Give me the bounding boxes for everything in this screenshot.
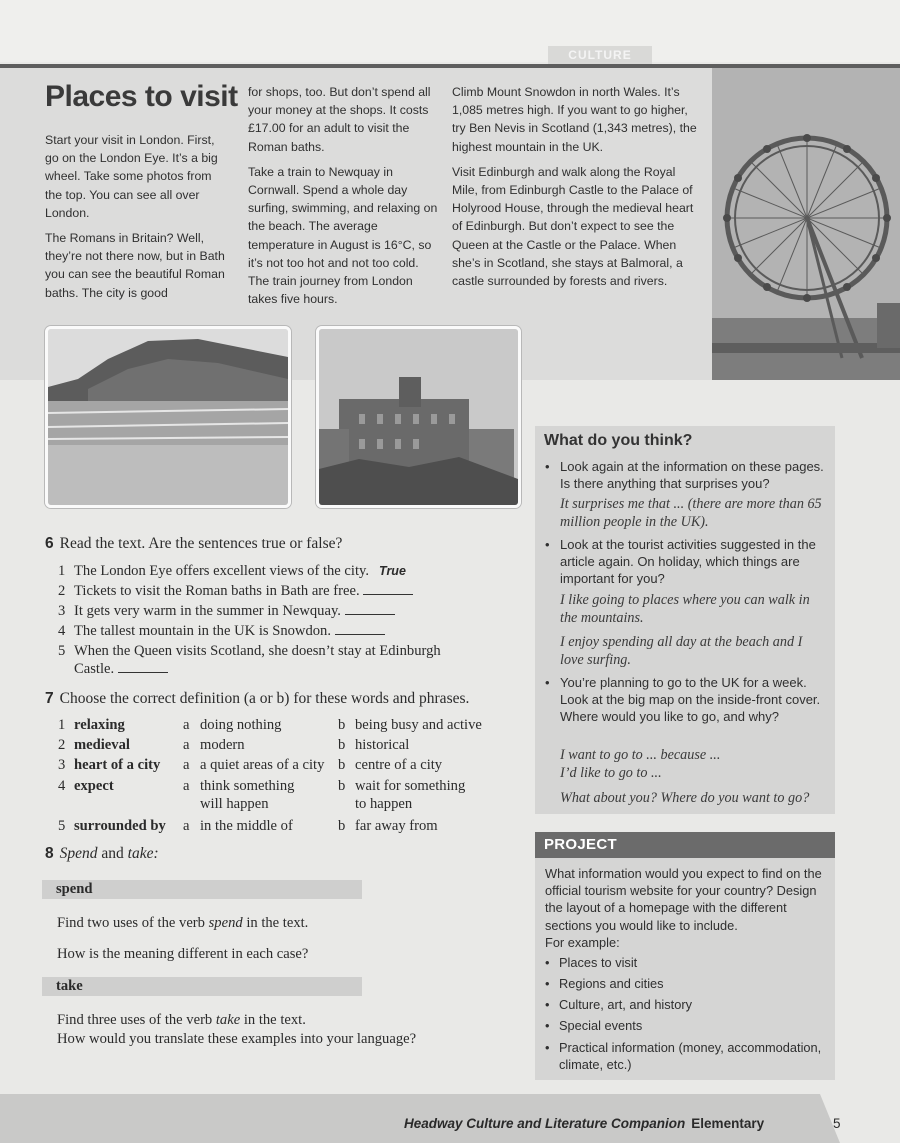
option-letter-b: b [338,757,346,773]
discussion-point: • Look at the tourist activities suggested in the article again. On holiday, which things are important for you? [560,536,828,587]
option-letter-a: a [183,717,190,733]
item-text: Castle. [74,661,115,677]
ex6-item-continuation [74,660,168,678]
option-letter-a: a [183,737,190,753]
answer-blank[interactable] [363,582,413,595]
option-b[interactable]: historical [355,737,410,753]
take-task-1 [57,1011,306,1029]
project-example-label: For example: [545,934,620,950]
verb-spend: Spend [59,845,98,862]
ex7-number: 1 [58,717,66,733]
ex7-number: 5 [58,818,66,834]
discussion-point: • You’re planning to go to the UK for a week. Look at the big map on the inside-front cover. Where would you like to go, and why? [560,674,828,725]
project-list-item: • Regions and cities [559,975,829,992]
ex6-item [58,602,395,620]
item-text: The tallest mountain in the UK is Snowdon. [74,623,331,639]
spend-task-1 [57,914,308,932]
project-list-item: • Special events [559,1017,829,1034]
heading-connector: and [97,845,128,862]
task-verb: take [215,1012,241,1028]
example-response: I like going to places where you can walk in the mountains. [560,592,810,626]
example-answer: True [379,564,406,578]
exercise-8-heading [45,845,159,863]
option-a[interactable]: doing nothing [200,717,282,733]
paragraph: Start your visit in London. First, go on the London Eye. It’s a big wheel. Take some photos from the top. You can see all over London. [45,133,218,220]
ex7-word: expect [74,778,114,794]
example-response: I want to go to ... because ... [560,747,721,763]
exercise-number: 7 [45,690,54,707]
verb-take: take: [127,845,159,862]
exercise-number: 6 [45,535,54,552]
article-column-3 [452,83,702,297]
ex7-number: 3 [58,757,66,773]
book-level: Elementary [691,1116,765,1131]
ex7-number: 4 [58,778,66,794]
option-a[interactable]: a quiet areas of a city [200,757,325,773]
option-letter-a: a [183,757,190,773]
option-letter-b: b [338,717,346,733]
option-b[interactable]: being busy and active [355,717,482,733]
beach-photo [45,326,291,508]
item-number: 3 [58,603,66,619]
item-number: 2 [58,583,66,599]
task-text: Find two uses of the verb [57,915,209,931]
task-text: in the text. [242,915,309,931]
exercise-instruction: Choose the correct definition (a or b) for these words and phrases. [59,690,470,707]
ex7-number: 2 [58,737,66,753]
section-tab: CULTURE [548,46,652,64]
answer-blank[interactable] [118,660,168,673]
option-a[interactable]: think something [200,778,295,794]
item-text: The London Eye offers excellent views of the city. [74,563,370,579]
page-number: 5 [833,1116,841,1131]
ex7-word: medieval [74,737,130,753]
article-column-1 [45,131,225,309]
option-a[interactable]: in the middle of [200,818,293,834]
example-response: What about you? Where do you want to go? [560,790,810,806]
box-title: What do you think? [544,432,693,449]
ex7-word: surrounded by [74,818,166,834]
item-number: 5 [58,643,66,659]
option-b-continuation: to happen [355,796,413,812]
option-letter-a: a [183,778,190,794]
paragraph: Climb Mount Snowdon in north Wales. It’s 1,085 metres high. If you want to go higher, try Ben Nevis in Scotland (1,343 metres), the highest mountain in the UK. [452,85,697,154]
option-letter-b: b [338,737,346,753]
item-text: Tickets to visit the Roman baths in Bath are free. [74,583,360,599]
project-text: What information would you expect to find on the official tourism website for your country? Design the layout of a homepage with the different sections you would like to include. [545,866,822,933]
ex6-item [58,642,441,660]
exercise-7-heading [45,690,469,708]
item-number: 1 [58,563,66,579]
option-a[interactable]: modern [200,737,245,753]
project-list-item: • Practical information (money, accommodation, climate, etc.) [559,1039,829,1073]
exercise-6-heading [45,535,342,553]
paragraph: The Romans in Britain? Well, they’re not there now, but in Bath you can see the beautiful Roman baths. The city is good [45,231,225,300]
take-band: take [42,977,362,996]
example-response: It surprises me that ... (there are more than 65 million people in the UK). [560,496,822,530]
project-list-item: • Places to visit [559,954,829,971]
ex6-item [58,562,406,580]
exercise-instruction: Read the text. Are the sentences true or false? [59,535,343,552]
item-text: When the Queen visits Scotland, she doesn’t stay at Edinburgh [74,643,441,659]
article-title: Places to visit [45,80,238,113]
paragraph: Take a train to Newquay in Cornwall. Spend a whole day surfing, swimming, and relaxing on the beach. The average temperature in August is 16°C, so it’s not too hot and not too cold. The train journey from London takes five hours. [248,164,438,307]
option-letter-a: a [183,818,190,834]
option-letter-b: b [338,818,346,834]
top-band [0,0,900,62]
article-column-2 [248,83,438,315]
project-title: PROJECT [535,832,835,858]
discussion-point: • Look again at the information on these pages. Is there anything that surprises you? [560,458,828,492]
option-a-continuation: will happen [200,796,269,812]
paragraph: for shops, too. But don’t spend all your money at the shops. It costs £17.00 for an adult to visit the Roman baths. [248,85,431,154]
ex7-word: relaxing [74,717,125,733]
example-response: I’d like to go to ... [560,765,662,781]
task-verb: spend [208,915,243,931]
footer-book-title [404,1116,764,1131]
castle-photo [316,326,521,508]
project-box [535,832,835,1080]
option-letter-b: b [338,778,346,794]
ex6-item [58,622,385,640]
spend-band: spend [42,880,362,899]
answer-blank[interactable] [345,602,395,615]
option-b[interactable]: centre of a city [355,757,443,773]
option-b[interactable]: wait for something [355,778,466,794]
spend-task-2: How is the meaning different in each case? [57,946,309,962]
answer-blank[interactable] [335,622,385,635]
example-response: I enjoy spending all day at the beach and I love surfing. [560,634,803,668]
option-b[interactable]: far away from [355,818,438,834]
item-text: It gets very warm in the summer in Newquay. [74,603,341,619]
take-task-2: How would you translate these examples into your language? [57,1031,417,1047]
ex6-item [58,582,413,600]
task-text: in the text. [240,1012,306,1028]
exercise-number: 8 [45,845,54,862]
paragraph: Visit Edinburgh and walk along the Royal Mile, from Edinburgh Castle to the Palace of Holyrood House, through the medieval heart of Edinburgh. But don’t expect to see the Queen at the Castle or the Palace. When she’s in Scotland, she stays at Balmoral, a castle surrounded by forests and rivers. [452,164,694,289]
project-description [545,865,830,951]
book-name: Headway Culture and Literature Companion [404,1116,686,1131]
project-list-item: • Culture, art, and history [559,996,829,1013]
ex7-word: heart of a city [74,757,161,773]
task-text: Find three uses of the verb [57,1012,216,1028]
item-number: 4 [58,623,66,639]
london-eye-photo [712,68,900,380]
what-do-you-think-box [535,426,835,814]
